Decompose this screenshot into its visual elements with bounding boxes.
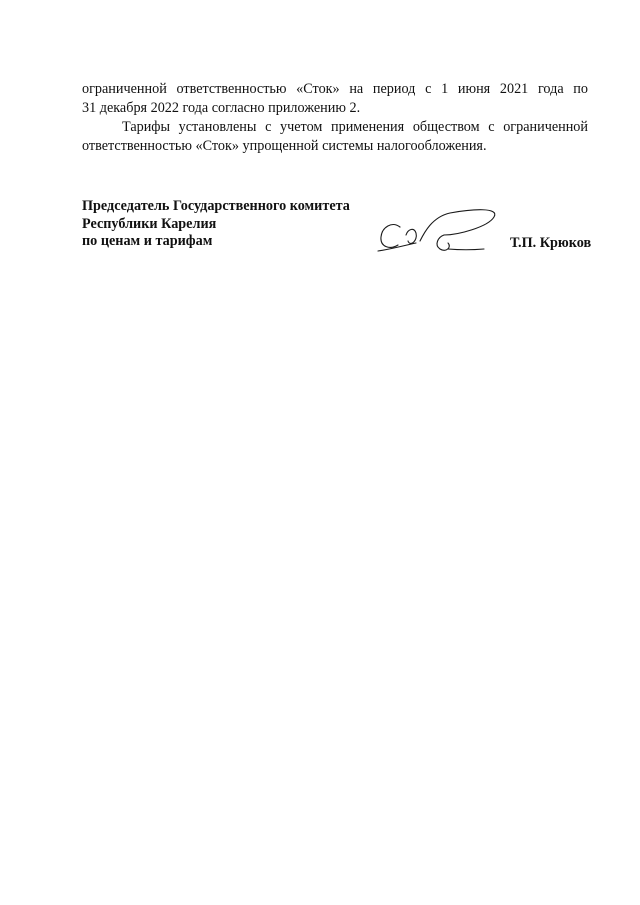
paragraph-line: ограниченной ответственностью «Сток» на период с 1 июня 2021 года по <box>82 81 588 97</box>
paragraph-tariff-period <box>82 80 588 118</box>
position-line: по ценам и тарифам <box>82 233 213 249</box>
handwritten-signature-icon <box>372 205 502 265</box>
paragraph-tax-system <box>82 118 588 156</box>
signatory-position <box>82 198 382 251</box>
paragraph-line: ответственностью «Сток» упрощенной системы налогообложения. <box>82 138 487 154</box>
paragraph-line: 31 декабря 2022 года согласно приложению 2. <box>82 100 361 116</box>
signatory-name: Т.П. Крюков <box>510 235 592 251</box>
position-line: Республики Карелия <box>82 215 217 232</box>
position-line: Председатель Государственного комитета <box>82 198 350 214</box>
paragraph-line: Тарифы установлены с учетом применения обществом с ограниченной <box>122 119 588 135</box>
